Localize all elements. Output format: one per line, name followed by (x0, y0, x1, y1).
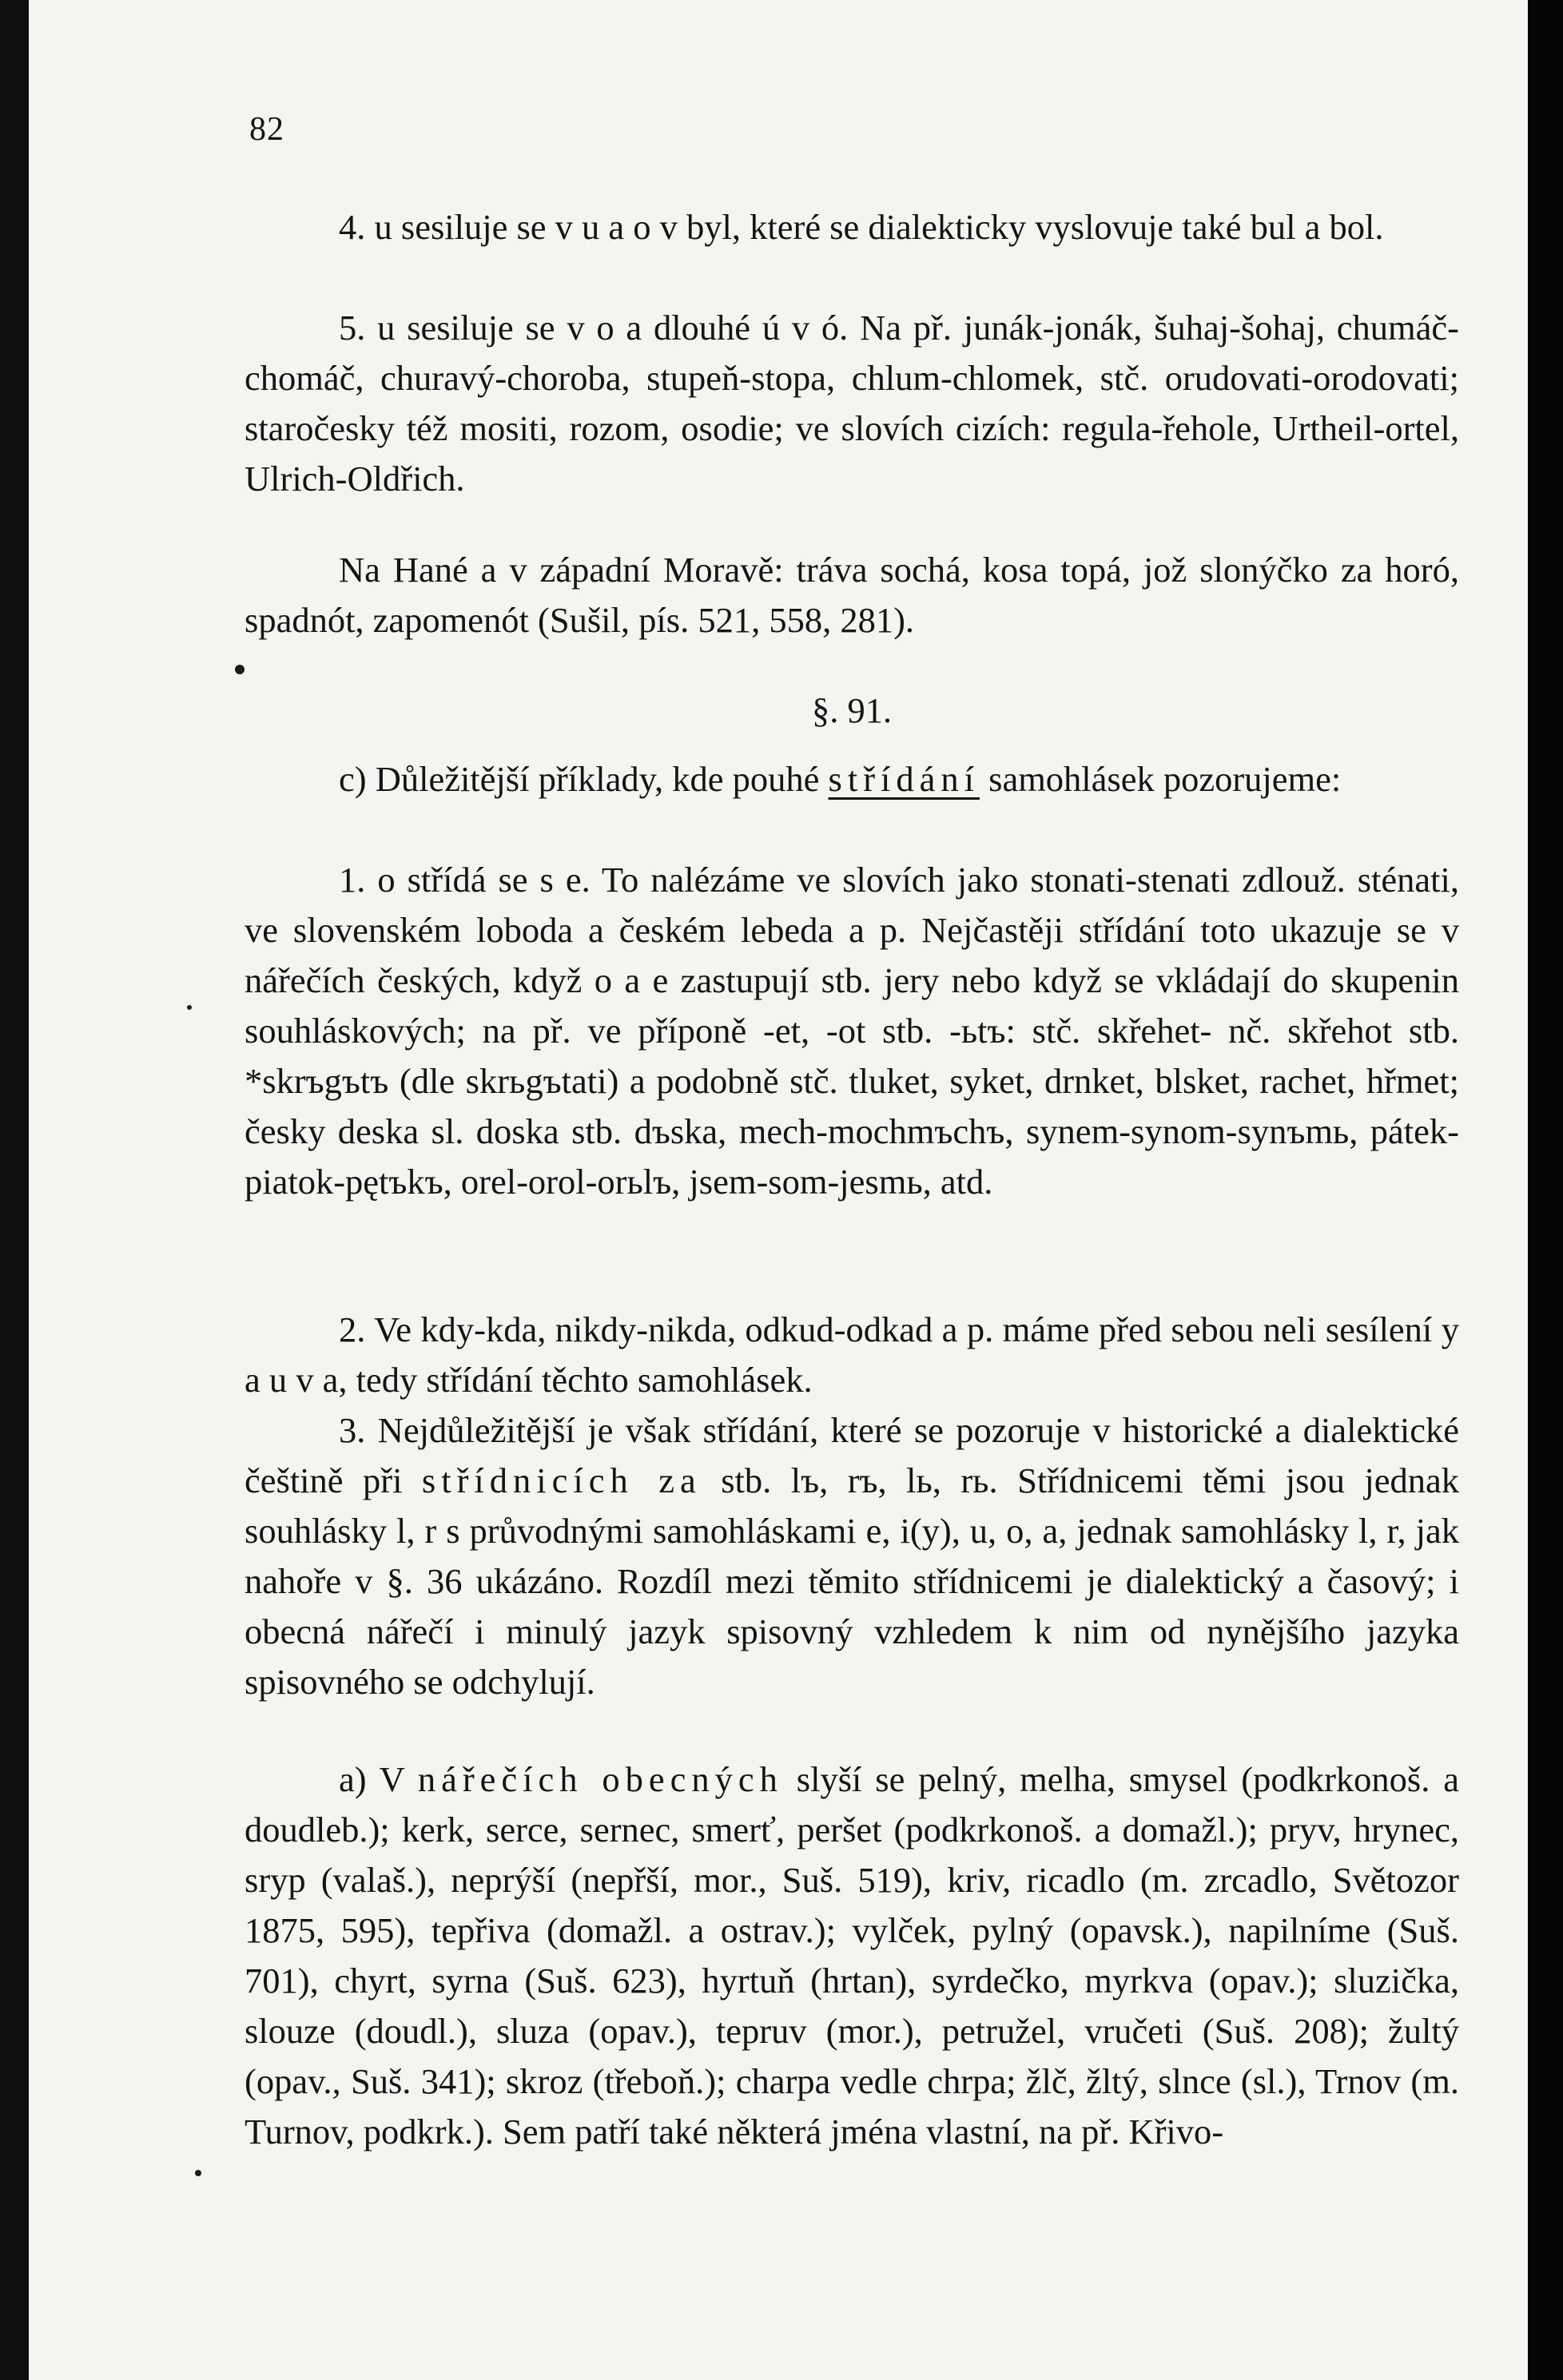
paragraph-c-lead: c) Důležitější příklady, kde pouhé (339, 759, 820, 799)
paragraph-point-5: 5. u sesiluje se v o a dlouhé ú v ó. Na př. junák-jonák, šuhaj-šohaj, chumáč-chomáč, churavý-choroba, stupeň-stopa, chlum-chlomek, stč. orudovati-orodovati; staročesky též mositi, rozom, osodie; ve slovích cizích: regula-řehole, Urtheil-ortel, Ulrich-Oldřich. (245, 308, 1459, 499)
paragraph-point-3 (245, 1405, 1459, 1707)
paragraph-c-examples (245, 754, 1459, 805)
paragraph-c-rest: samohlásek pozorujeme: (988, 759, 1342, 799)
paragraph-point-4: 4. u sesiluje se v u a o v byl, které se dialekticky vyslovuje také bul a bol. (339, 207, 1384, 247)
paragraph-hane-dialect: Na Hané a v západní Moravě: tráva sochá, kosa topá, jož slonýčko za horó, spadnót, zapomenót (Sušil, pís. 521, 558, 281). (245, 550, 1459, 640)
scan-edge-left (0, 0, 29, 2380)
term-stridnicich-za: střídnicích za (421, 1460, 702, 1500)
ink-speck (235, 665, 245, 674)
ink-speck (187, 1005, 192, 1010)
paragraph-3-lead: 3. Nejdůležitější je však střídání, které se pozoruje v historické a dialektické češtině při (245, 1410, 1459, 1500)
scan-edge-right (1528, 0, 1563, 2380)
paragraph-point-1: 1. o střídá se s e. To nalézáme ve slovích jako stonati-stenati zdlouž. sténati, ve slovenském loboda a českém lebeda a p. Nejčastěji střídání toto ukazuje se v nářečích českých, když o a e zastupují stb. jery nebo když se vkládají do skupenin souhláskových; na př. ve příponě -et, -ot stb. -ьtъ: stč. skřehet- nč. skřehot stb. *skrъgъtъ (dle skrьgъtati) a podobně stč. tluket, syket, drnket, blsket, rachet, hřmet; česky deska sl. doska stb. dъska, mech-mochmъchъ, synem-synom-synъmь, pátek-piatok-pętъkъ, orel-orol-orьlъ, jsem-som-jesmь, atd. (245, 860, 1459, 1202)
paragraph-3-rest: stb. lъ, rъ, lь, rь. Střídnicemi těmi jsou jednak souhlásky l, r s průvodnými samohláskami e, i(y), u, o, a, jednak samohlásky l, r, jak nahoře v §. 36 ukázáno. Rozdíl mezi těmito střídnicemi je dialektický a časový; i obecná nářečí i minulý jazyk spisovný vzhledem k nim od nynějšího jazyka spisovného se odchylují. (245, 1460, 1459, 1702)
ink-speck (195, 2170, 201, 2176)
paragraph-point-2: 2. Ve kdy-kda, nikdy-nikda, odkud-odkad a p. máme před sebou neli sesílení y a u v a, tedy střídání těchto samohlásek. (245, 1309, 1459, 1400)
term-narecich-obecnych: nářečích obecných (417, 1759, 783, 1799)
paragraph-a-lead: a) V (339, 1759, 404, 1799)
term-stridani: střídání (828, 759, 980, 799)
paragraph-a-rest: slyší se pelný, melha, smysel (podkrkonoš. a doudleb.); kerk, serce, sernec, smerť, peršet (podkrkonoš. a domažl.); pryv, hrynec, sryp (valaš.), neprýší (nepřší, mor., Suš. 519), kriv, ricadlo (m. zrcadlo, Světozor 1875, 595), tepřiva (domažl. a ostrav.); vylček, pylný (opavsk.), napilníme (Suš. 701), chyrt, syrna (Suš. 623), hyrtuň (hrtan), syrdečko, myrkva (opav.); sluzička, slouze (doudl.), sluza (opav.), tepruv (mor.), petružel, vručeti (Suš. 208); žultý (opav., Suš. 341); skroz (třeboň.); charpa vedle chrpa; žlč, žltý, slnce (sl.), Trnov (m. Turnov, podkrk.). Sem patří také některá jména vlastní, na př. Křivo- (245, 1759, 1459, 2152)
page-number: 82 (249, 111, 284, 148)
section-heading: §. 91. (811, 690, 893, 730)
paragraph-a-dialects (245, 1754, 1459, 2157)
book-page (29, 0, 1528, 2380)
